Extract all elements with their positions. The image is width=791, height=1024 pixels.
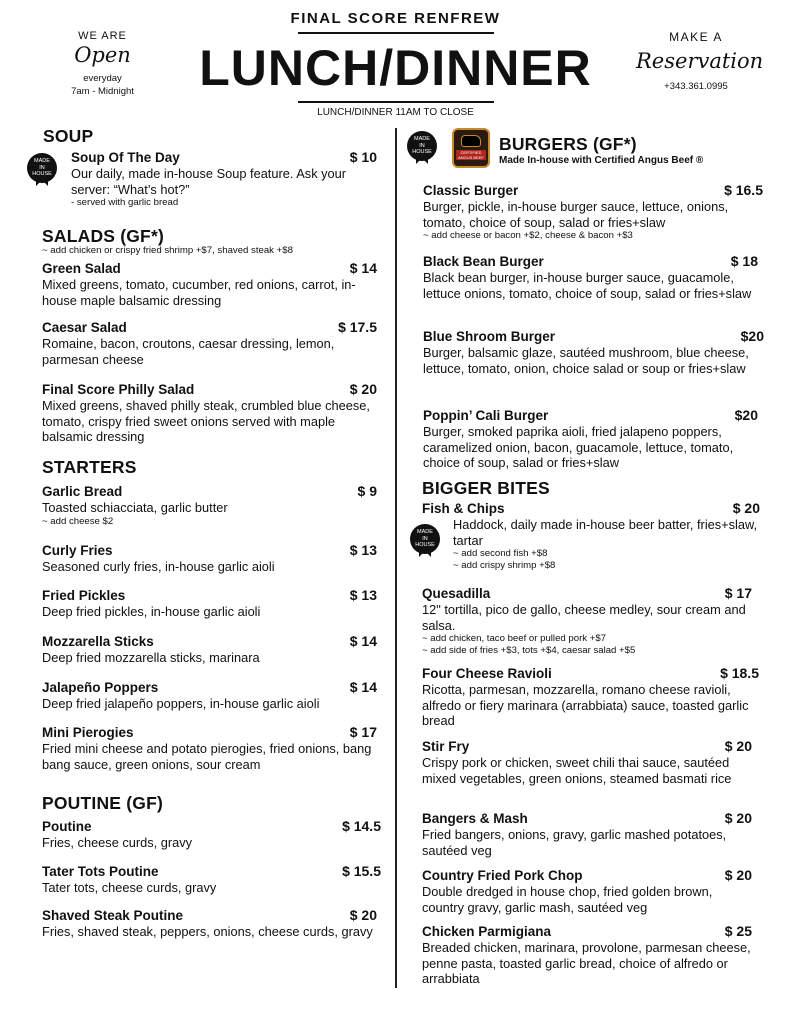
item-name: Black Bean Burger xyxy=(423,254,544,269)
item-desc: Crispy pork or chicken, sweet chili thai sauce, sautéed mixed vegetables, green onions, steamed basmati rice xyxy=(422,755,732,786)
item-price: $ 13 xyxy=(349,542,377,558)
section-title-poutine: POUTINE (GF) xyxy=(42,793,164,813)
item-name: Bangers & Mash xyxy=(422,811,528,826)
make-a-label: MAKE A xyxy=(669,30,723,44)
item-name: Garlic Bread xyxy=(42,484,123,499)
menu-item xyxy=(42,542,377,575)
item-price: $ 9 xyxy=(357,483,377,499)
open-hours: 7am - Midnight xyxy=(71,86,134,97)
item-name: Final Score Philly Salad xyxy=(42,382,195,397)
item-name: Green Salad xyxy=(42,261,121,276)
item-desc: Our daily, made in-house Soup feature. Ask your server: “What’s hot?” xyxy=(71,166,347,197)
menu-item xyxy=(423,328,764,376)
item-desc: Breaded chicken, marinara, provolone, parmesan cheese, penne pasta, toasted garlic bread, choice of alfredo or arrabbiata xyxy=(422,940,751,986)
menu-item xyxy=(423,253,758,301)
menu-item xyxy=(423,407,758,471)
item-desc: Toasted schiacciata, garlic butter xyxy=(42,500,228,515)
item-name: Blue Shroom Burger xyxy=(423,329,556,344)
reservation-script: Reservation xyxy=(636,49,764,73)
item-desc: Haddock, daily made in-house beer batter, fries+slaw, tartar xyxy=(453,517,758,548)
item-desc: Ricotta, parmesan, mozzarella, romano cheese ravioli, alfredo or fiery marinara (arrabbiata) sauce, toasted garlic bread xyxy=(422,682,749,728)
item-price: $20 xyxy=(740,328,764,344)
item-note: ~ add side of fries +$3, tots +$4, caesar salad +$5 xyxy=(422,645,636,656)
item-price: $ 18.5 xyxy=(720,665,759,681)
item-name: Soup Of The Day xyxy=(71,150,180,165)
menu-item xyxy=(42,724,377,772)
menu-item xyxy=(422,585,752,657)
item-name: Poutine xyxy=(42,819,92,834)
section-title-burgers: BURGERS (GF*) xyxy=(499,134,637,154)
section-title-salads: SALADS (GF*) xyxy=(42,226,164,246)
menu-item xyxy=(42,818,381,851)
menu-item xyxy=(422,665,759,729)
item-price: $ 20 xyxy=(732,500,760,516)
menu-item xyxy=(42,483,377,528)
item-desc: Deep fried pickles, in-house garlic aioli xyxy=(42,604,261,619)
phone-number[interactable]: +343.361.0995 xyxy=(664,81,728,92)
item-price: $ 14 xyxy=(349,679,377,695)
item-desc: Fries, cheese curds, gravy xyxy=(42,835,193,850)
menu-item xyxy=(42,587,377,620)
item-name: Fish & Chips xyxy=(422,501,505,516)
item-note: ~ add second fish +$8 xyxy=(453,548,548,559)
item-desc: Fried mini cheese and potato pierogies, fried onions, bang bang sauce, green onions, sour cream xyxy=(42,741,372,772)
item-name: Four Cheese Ravioli xyxy=(422,666,552,681)
item-name: Curly Fries xyxy=(42,543,113,558)
angus-logo-text: CERTIFIED ANGUS BEEF xyxy=(456,150,486,160)
menu-item xyxy=(71,149,377,209)
menu-item xyxy=(42,260,377,308)
item-note: ~ add cheese or bacon +$2, cheese & bacon +$3 xyxy=(423,230,633,241)
menu-item xyxy=(423,182,763,242)
item-price: $ 14 xyxy=(349,260,377,276)
menu-item xyxy=(42,679,377,712)
item-price: $ 20 xyxy=(724,867,752,883)
item-desc: Burger, balsamic glaze, sautéed mushroom, blue cheese, lettuce, tomato, onion, choice salad or soup or fries+slaw xyxy=(423,345,749,376)
header-rule-bottom xyxy=(298,101,494,103)
menu-item xyxy=(42,319,377,367)
section-note-salads: ~ add chicken or crispy fried shrimp +$7, shaved steak +$8 xyxy=(42,245,293,256)
page-title: LUNCH/DINNER xyxy=(199,40,592,96)
reservation-block[interactable] xyxy=(636,30,764,93)
item-name: Fried Pickles xyxy=(42,588,126,603)
item-price: $ 20 xyxy=(349,381,377,397)
menu-item xyxy=(422,738,752,786)
item-desc: Fries, shaved steak, peppers, onions, cheese curds, gravy xyxy=(42,924,373,939)
item-desc: Deep fried jalapeño poppers, in-house garlic aioli xyxy=(42,696,320,711)
item-price: $ 14.5 xyxy=(342,818,381,834)
hours-line: LUNCH/DINNER 11AM TO CLOSE xyxy=(317,107,474,118)
item-note: - served with garlic bread xyxy=(71,197,179,208)
item-price: $ 17 xyxy=(349,724,377,740)
menu-item xyxy=(42,381,377,445)
item-desc: Mixed greens, tomato, cucumber, red onions, carrot, in-house maple balsamic dressing xyxy=(42,277,356,308)
item-price: $ 16.5 xyxy=(724,182,763,198)
section-subtitle-burgers: Made In-house with Certified Angus Beef ® xyxy=(499,155,704,166)
item-name: Poppin’ Cali Burger xyxy=(423,408,549,423)
item-name: Mozzarella Sticks xyxy=(42,634,154,649)
item-note: ~ add crispy shrimp +$8 xyxy=(453,560,556,571)
item-name: Tater Tots Poutine xyxy=(42,864,159,879)
item-price: $20 xyxy=(734,407,758,423)
item-price: $ 17 xyxy=(724,585,752,601)
item-price: $ 14 xyxy=(349,633,377,649)
item-price: $ 13 xyxy=(349,587,377,603)
item-note: ~ add chicken, taco beef or pulled pork +$7 xyxy=(422,633,607,644)
item-name: Stir Fry xyxy=(422,739,470,754)
item-price: $ 20 xyxy=(724,810,752,826)
item-desc: Romaine, bacon, croutons, caesar dressing, lemon, parmesan cheese xyxy=(42,336,335,367)
item-price: $ 20 xyxy=(349,907,377,923)
header-rule-top xyxy=(298,32,494,34)
section-title-soup: SOUP xyxy=(43,126,94,146)
item-price: $ 20 xyxy=(724,738,752,754)
item-note: ~ add cheese $2 xyxy=(42,515,114,527)
restaurant-name: FINAL SCORE RENFREW xyxy=(290,10,501,27)
made-in-house-badge-icon: MADE IN HOUSE xyxy=(407,131,437,161)
menu-item xyxy=(422,923,752,987)
item-desc: 12" tortilla, pico de gallo, cheese medley, sour cream and salsa. xyxy=(422,602,746,633)
section-title-starters: STARTERS xyxy=(42,457,137,477)
open-days: everyday xyxy=(83,73,122,84)
item-name: Mini Pierogies xyxy=(42,725,134,740)
made-in-house-badge-icon: MADE IN HOUSE xyxy=(410,524,440,554)
item-desc: Burger, smoked paprika aioli, fried jalapeno poppers, caramelized onion, bacon, guacamole, lettuce, tomato, choice of soup, salad or fries+slaw xyxy=(423,424,734,470)
item-name: Caesar Salad xyxy=(42,320,127,335)
open-script: Open xyxy=(74,43,131,67)
menu-item xyxy=(422,810,752,858)
item-name: Quesadilla xyxy=(422,586,491,601)
menu-item xyxy=(422,500,760,572)
item-name: Chicken Parmigiana xyxy=(422,924,552,939)
certified-angus-beef-logo-icon xyxy=(452,128,490,168)
cow-icon xyxy=(461,135,481,147)
item-price: $ 17.5 xyxy=(338,319,377,335)
item-desc: Mixed greens, shaved philly steak, crumbled blue cheese, tomato, crispy fried sweet onions served with maple balsamic dressing xyxy=(42,398,370,444)
item-name: Jalapeño Poppers xyxy=(42,680,159,695)
item-desc: Burger, pickle, in-house burger sauce, lettuce, onions, tomato, choice of soup, salad or fries+slaw xyxy=(423,199,729,230)
item-price: $ 18 xyxy=(730,253,758,269)
item-desc: Black bean burger, in-house burger sauce, guacamole, lettuce onions, tomato, choice of soup, salad or fries+slaw xyxy=(423,270,752,301)
item-desc: Deep fried mozzarella sticks, marinara xyxy=(42,650,260,665)
section-title-bigger-bites: BIGGER BITES xyxy=(422,478,550,498)
item-desc: Seasoned curly fries, in-house garlic aioli xyxy=(42,559,275,574)
menu-item xyxy=(42,863,381,896)
item-price: $ 15.5 xyxy=(342,863,381,879)
item-name: Classic Burger xyxy=(423,183,519,198)
item-name: Shaved Steak Poutine xyxy=(42,908,184,923)
item-desc: Tater tots, cheese curds, gravy xyxy=(42,880,217,895)
menu-item xyxy=(42,907,377,940)
item-price: $ 10 xyxy=(349,149,377,165)
made-in-house-badge-icon: MADE IN HOUSE xyxy=(27,153,57,183)
item-name: Country Fried Pork Chop xyxy=(422,868,583,883)
open-hours-block xyxy=(55,30,150,98)
we-are-label: WE ARE xyxy=(78,30,127,42)
item-desc: Fried bangers, onions, gravy, garlic mashed potatoes, sautéed veg xyxy=(422,827,727,858)
menu-item xyxy=(42,633,377,666)
item-desc: Double dredged in house chop, fried golden brown, country gravy, garlic mash, sautéed veg xyxy=(422,884,713,915)
menu-item xyxy=(422,867,752,915)
item-price: $ 25 xyxy=(724,923,752,939)
column-divider xyxy=(395,128,397,988)
